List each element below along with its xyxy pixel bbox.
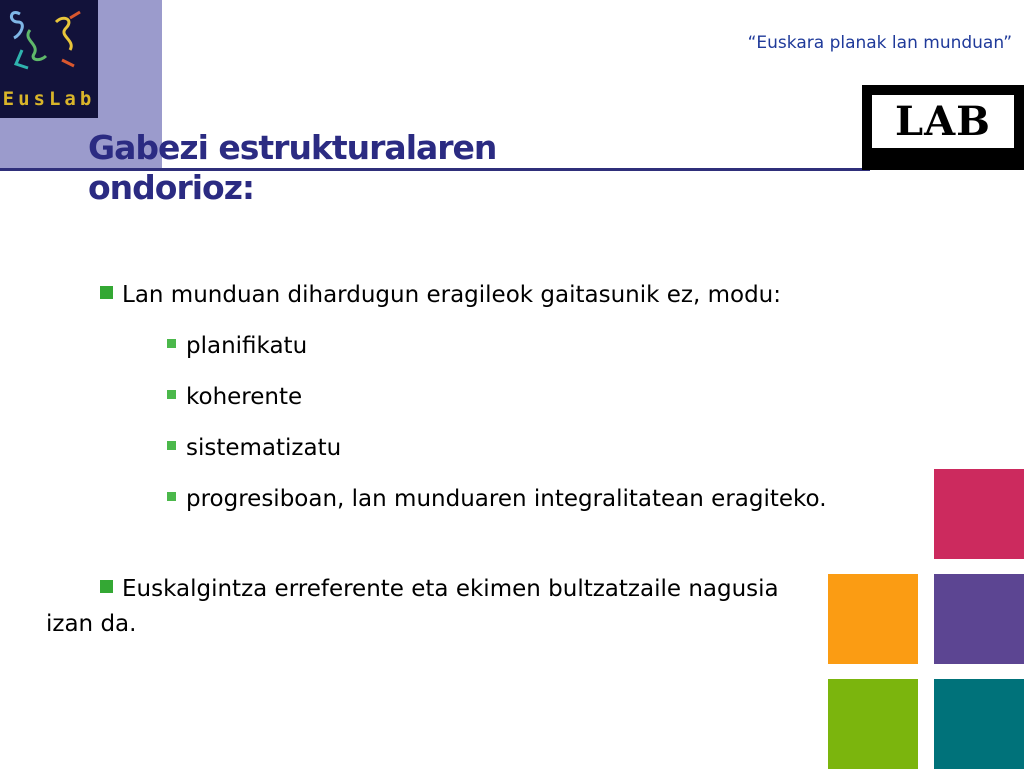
bullet-item-2 [46,572,806,642]
bullet-item-2-text: Euskalgintza erreferente eta ekimen bultzatzaile nagusia izan da. [46,576,779,637]
sub-item-4 [167,486,827,512]
decor-square-purple [934,574,1024,664]
bullet-item-1-text: Lan munduan dihardugun eragileok gaitasunik ez, modu: [122,282,782,308]
decor-square-orange [828,574,918,664]
sub-item-2 [167,384,302,410]
small-green-square-bullet-icon [167,492,176,501]
lab-logo [862,85,1024,170]
sub-item-3-text: sistematizatu [186,435,342,461]
sub-item-3 [167,435,341,461]
green-square-bullet-icon [100,580,113,593]
small-green-square-bullet-icon [167,339,176,348]
sub-item-1 [167,333,307,359]
header-tagline: “Euskara planak lan munduan” [747,33,1012,53]
sub-item-1-text: planifikatu [186,333,308,359]
decor-square-green [828,679,918,769]
bullet-item-1 [100,282,781,308]
sub-item-4-text: progresiboan, lan munduaren integralitatean eragiteko. [186,486,827,512]
small-green-square-bullet-icon [167,441,176,450]
lab-logo-text: LAB [872,95,1014,148]
slide-title: Gabezi estrukturalaren ondorioz: [88,128,497,207]
euslab-logo [0,0,98,118]
decor-square-teal [934,679,1024,769]
small-green-square-bullet-icon [167,390,176,399]
green-square-bullet-icon [100,286,113,299]
decor-square-crimson [934,469,1024,559]
sub-item-2-text: koherente [186,384,303,410]
euslab-logo-text: EusLab [2,88,96,110]
